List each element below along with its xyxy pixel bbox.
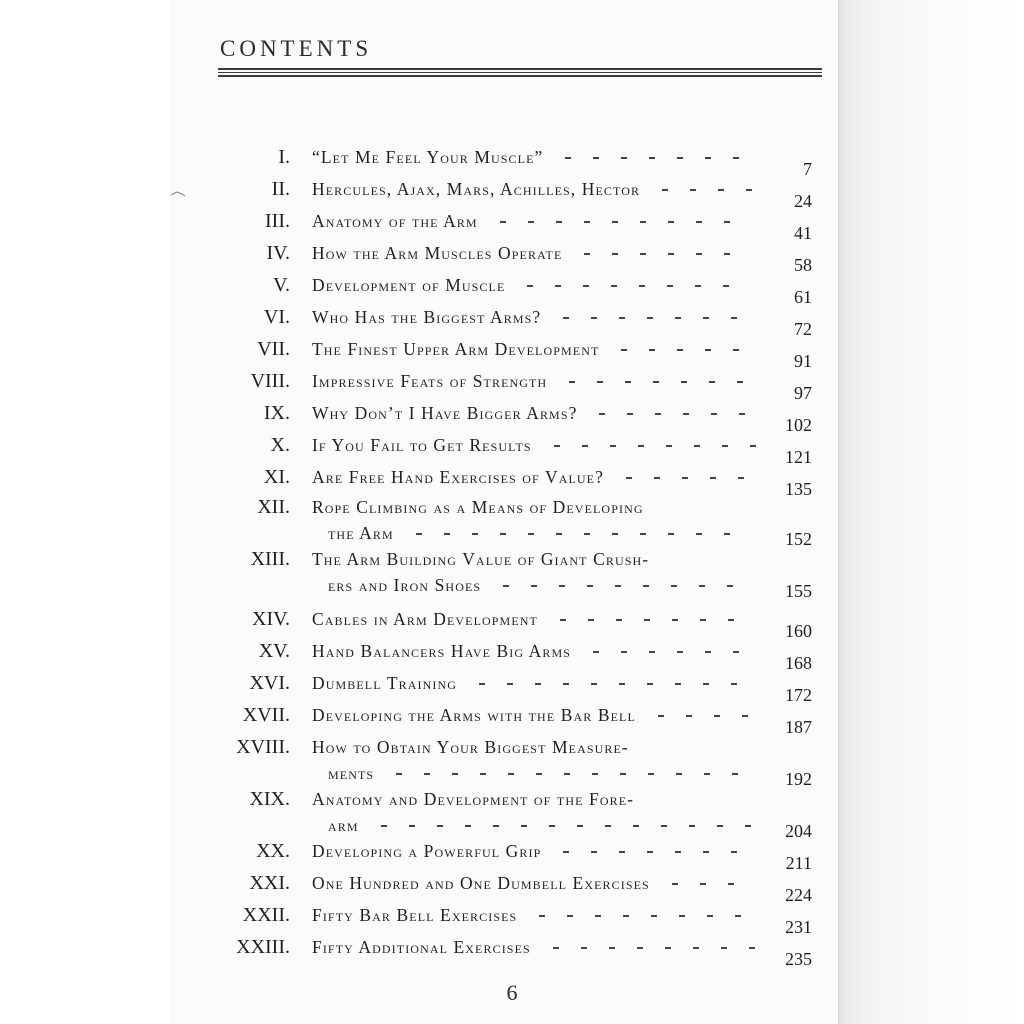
leader-dash: [619, 683, 625, 685]
chapter-title: Are Free Hand Exercises of Value?: [312, 467, 604, 487]
toc-entry: [0, 369, 1024, 403]
chapter-title: Rope Climbing as a Means of Developing: [312, 497, 644, 517]
chapter-title: The Finest Upper Arm Development: [312, 339, 600, 359]
chapter-title: One Hundred and One Dumbell Exercises: [312, 873, 650, 893]
leader-dash: [666, 445, 672, 447]
chapter-page: 231: [785, 917, 812, 937]
leader-dash: [693, 947, 699, 949]
leader-dash: [539, 915, 545, 917]
leader-dash: [662, 189, 668, 191]
leader-dash: [649, 651, 655, 653]
chapter-number: XXI.: [249, 872, 290, 894]
chapter-number: XI.: [263, 466, 290, 488]
leader-dash: [640, 533, 646, 535]
leader-dash: [686, 715, 692, 717]
leader-dash: [709, 381, 715, 383]
leader-dash: [672, 619, 678, 621]
leader-dash: [595, 915, 601, 917]
leader-dash: [409, 825, 415, 827]
leader-dash: [563, 683, 569, 685]
leader-dash: [735, 915, 741, 917]
leader-dash: [733, 651, 739, 653]
leader-dash: [626, 477, 632, 479]
leader-dash: [676, 773, 682, 775]
chapter-title: arm: [328, 815, 359, 835]
leader-dash: [724, 221, 730, 223]
chapter-title: ers and Iron Shoes: [328, 575, 482, 595]
leader-dash: [647, 317, 653, 319]
leader-dash: [732, 773, 738, 775]
leader-dash: [705, 157, 711, 159]
leader-dash: [583, 285, 589, 287]
leader-dash: [493, 825, 499, 827]
leader-dash: [612, 533, 618, 535]
leader-dash: [597, 381, 603, 383]
chapter-title: ments: [328, 763, 375, 783]
leader-dash: [731, 683, 737, 685]
chapter-title-line: [312, 871, 762, 895]
chapter-title-line: [312, 839, 762, 863]
leader-dash: [648, 773, 654, 775]
leader-dash: [675, 683, 681, 685]
toc-entry: [0, 935, 1024, 969]
leader-dash: [731, 317, 737, 319]
leader-dash: [612, 253, 618, 255]
chapter-title: Developing a Powerful Grip: [312, 841, 542, 861]
chapter-title-line: [312, 209, 762, 233]
leader-dash: [711, 413, 717, 415]
leader-dash: [621, 349, 627, 351]
toc-entry: [0, 209, 1024, 243]
leader-dash: [654, 477, 660, 479]
leader-dash: [705, 651, 711, 653]
leader-dash: [723, 285, 729, 287]
leader-dash: [681, 381, 687, 383]
leader-dash: [584, 221, 590, 223]
toc-entry: [0, 871, 1024, 905]
leader-dash: [699, 585, 705, 587]
chapter-title: the Arm: [328, 523, 394, 543]
leader-dash: [619, 851, 625, 853]
leader-dash: [651, 915, 657, 917]
leader-dash: [567, 915, 573, 917]
leader-dash: [560, 619, 566, 621]
chapter-page: 192: [785, 769, 812, 789]
chapter-title-line: [312, 465, 762, 489]
chapter-number: XX.: [256, 840, 290, 862]
page-title: CONTENTS: [220, 36, 373, 61]
leader-dash: [528, 533, 534, 535]
chapter-page: 91: [794, 351, 812, 371]
chapter-title-line: [312, 241, 762, 265]
leader-dash: [527, 285, 533, 287]
leader-dash: [710, 477, 716, 479]
chapter-page: 102: [785, 415, 812, 435]
leader-dash: [737, 381, 743, 383]
toc-entry: [0, 401, 1024, 435]
leader-dash: [739, 413, 745, 415]
leader-dash: [647, 683, 653, 685]
leader-dash: [591, 683, 597, 685]
leader-dash: [727, 585, 733, 587]
chapter-title-line: [312, 607, 762, 631]
chapter-number: II.: [271, 178, 290, 200]
leader-dash: [638, 445, 644, 447]
leader-dash: [444, 533, 450, 535]
leader-dash: [554, 445, 560, 447]
leader-dash: [563, 851, 569, 853]
toc-entry: [0, 735, 1024, 789]
chapter-page: 160: [785, 621, 812, 641]
leader-dash: [508, 773, 514, 775]
chapter-page: 97: [794, 383, 812, 403]
leader-dash: [690, 189, 696, 191]
toc-entry: [0, 639, 1024, 673]
leader-dash: [588, 619, 594, 621]
chapter-title: How to Obtain Your Biggest Measure-: [312, 737, 629, 757]
leader-dash: [623, 915, 629, 917]
leader-dash: [616, 619, 622, 621]
leader-dash: [565, 157, 571, 159]
leader-dash: [694, 445, 700, 447]
leader-dash: [675, 317, 681, 319]
chapter-title: Fifty Bar Bell Exercises: [312, 905, 518, 925]
leader-dash: [605, 825, 611, 827]
chapter-title: Anatomy of the Arm: [312, 211, 478, 231]
leader-dash: [452, 773, 458, 775]
leader-dash: [731, 851, 737, 853]
toc-entry: [0, 787, 1024, 841]
chapter-title-line: [328, 521, 778, 545]
chapter-number: VI.: [263, 306, 290, 328]
chapter-title-line: [328, 573, 778, 597]
toc-entry: [0, 305, 1024, 339]
chapter-number: XXIII.: [236, 936, 290, 958]
leader-dash: [707, 915, 713, 917]
chapter-number: XIII.: [250, 548, 290, 570]
leader-dash: [591, 851, 597, 853]
toc-entry: [0, 903, 1024, 937]
leader-dash: [718, 189, 724, 191]
leader-dash: [536, 773, 542, 775]
toc-entry: [0, 241, 1024, 275]
chapter-title: Anatomy and Development of the Fore-: [312, 789, 635, 809]
chapter-title-line: [312, 495, 762, 519]
leader-dash: [750, 445, 756, 447]
leader-dash: [621, 157, 627, 159]
leader-dash: [620, 773, 626, 775]
leader-dash: [696, 533, 702, 535]
chapter-title: Cables in Arm Development: [312, 609, 538, 629]
leader-dash: [705, 349, 711, 351]
chapter-number: XV.: [258, 640, 290, 662]
leader-dash: [703, 317, 709, 319]
leader-dash: [500, 533, 506, 535]
leader-dash: [609, 947, 615, 949]
chapter-number: XIX.: [249, 788, 290, 810]
leader-dash: [733, 349, 739, 351]
leader-dash: [535, 683, 541, 685]
chapter-number: XII.: [257, 496, 290, 518]
toc-entry: [0, 607, 1024, 641]
leader-dash: [643, 585, 649, 587]
leader-dash: [577, 825, 583, 827]
leader-dash: [479, 683, 485, 685]
toc-entry: [0, 465, 1024, 499]
leader-dash: [531, 585, 537, 587]
leader-dash: [677, 349, 683, 351]
leader-dash: [633, 825, 639, 827]
leader-dash: [592, 773, 598, 775]
leader-dash: [738, 477, 744, 479]
leader-dash: [555, 285, 561, 287]
toc-entry: [0, 839, 1024, 873]
chapter-number: XIV.: [252, 608, 290, 630]
leader-dash: [563, 317, 569, 319]
leader-dash: [749, 947, 755, 949]
leader-dash: [611, 285, 617, 287]
toc-entry: [0, 703, 1024, 737]
chapter-title: Developing the Arms with the Bar Bell: [312, 705, 636, 725]
leader-dash: [587, 585, 593, 587]
chapter-title: Impressive Feats of Strength: [312, 371, 548, 391]
leader-dash: [584, 253, 590, 255]
leader-dash: [665, 947, 671, 949]
leader-dash: [599, 413, 605, 415]
chapter-page: 7: [803, 159, 812, 179]
chapter-page: 72: [794, 319, 812, 339]
leader-dash: [703, 851, 709, 853]
chapter-title: “Let Me Feel Your Muscle”: [312, 147, 544, 167]
chapter-title-line: [312, 145, 762, 169]
leader-dash: [682, 477, 688, 479]
chapter-title-line: [312, 787, 762, 811]
page-number: 6: [506, 980, 518, 1005]
leader-dash: [703, 683, 709, 685]
leader-dash: [627, 413, 633, 415]
chapter-title: Fifty Additional Exercises: [312, 937, 531, 957]
leader-dash: [521, 825, 527, 827]
chapter-page: 235: [785, 949, 812, 969]
leader-dash: [653, 381, 659, 383]
chapter-title: How the Arm Muscles Operate: [312, 243, 563, 263]
leader-dash: [582, 445, 588, 447]
chapter-title-line: [312, 735, 762, 759]
leader-dash: [689, 825, 695, 827]
chapter-title: Dumbell Training: [312, 673, 457, 693]
leader-dash: [728, 619, 734, 621]
chapter-number: XVII.: [242, 704, 290, 726]
leader-dash: [704, 773, 710, 775]
chapter-page: 224: [785, 885, 812, 905]
leader-dash: [396, 773, 402, 775]
leader-dash: [672, 883, 678, 885]
leader-dash: [612, 221, 618, 223]
chapter-number: V.: [273, 274, 290, 296]
toc-entry: [0, 337, 1024, 371]
chapter-number: XXII.: [242, 904, 290, 926]
leader-dash: [677, 157, 683, 159]
leader-dash: [584, 533, 590, 535]
chapter-page: 121: [785, 447, 812, 467]
leader-dash: [742, 715, 748, 717]
leader-dash: [549, 825, 555, 827]
leader-dash: [621, 651, 627, 653]
leader-dash: [591, 317, 597, 319]
chapter-title: Hand Balancers Have Big Arms: [312, 641, 572, 661]
chapter-title-line: [312, 547, 762, 571]
leader-dash: [661, 825, 667, 827]
chapter-page: 24: [794, 191, 812, 211]
toc-entry: [0, 273, 1024, 307]
toc-entry: [0, 671, 1024, 705]
leader-dash: [528, 221, 534, 223]
leader-dash: [714, 715, 720, 717]
chapter-title: Hercules, Ajax, Mars, Achilles, Hector: [312, 179, 641, 199]
leader-dash: [671, 585, 677, 587]
chapter-number: XVIII.: [236, 736, 290, 758]
chapter-number: X.: [270, 434, 290, 456]
leader-dash: [724, 533, 730, 535]
leader-dash: [424, 773, 430, 775]
leader-dash: [507, 683, 513, 685]
leader-dash: [640, 221, 646, 223]
leader-dash: [625, 381, 631, 383]
leader-dash: [465, 825, 471, 827]
toc-entry: [0, 547, 1024, 601]
leader-dash: [647, 851, 653, 853]
chapter-number: VII.: [257, 338, 290, 360]
leader-dash: [472, 533, 478, 535]
leader-dash: [437, 825, 443, 827]
chapter-title: Why Don’t I Have Bigger Arms?: [312, 403, 578, 423]
leader-dash: [696, 221, 702, 223]
leader-dash: [745, 825, 751, 827]
chapter-page: 58: [794, 255, 812, 275]
leader-dash: [564, 773, 570, 775]
leader-dash: [724, 253, 730, 255]
chapter-number: IX.: [263, 402, 290, 424]
leader-dash: [658, 715, 664, 717]
leader-dash: [593, 157, 599, 159]
leader-dash: [695, 285, 701, 287]
chapter-title-line: [312, 337, 762, 361]
leader-dash: [569, 381, 575, 383]
chapter-page: 172: [785, 685, 812, 705]
leader-dash: [639, 285, 645, 287]
chapter-page: 168: [785, 653, 812, 673]
leader-dash: [717, 825, 723, 827]
leader-dash: [728, 883, 734, 885]
toc-entry: [0, 433, 1024, 467]
leader-dash: [667, 285, 673, 287]
chapter-number: XVI.: [249, 672, 290, 694]
chapter-page: 152: [785, 529, 812, 549]
toc-entry: [0, 177, 1024, 211]
leader-dash: [700, 619, 706, 621]
chapter-title: The Arm Building Value of Giant Crush-: [312, 549, 650, 569]
chapter-title-line: [312, 401, 762, 425]
leader-dash: [480, 773, 486, 775]
leader-dash: [649, 157, 655, 159]
chapter-page: 135: [785, 479, 812, 499]
chapter-title: If You Fail to Get Results: [312, 435, 532, 455]
chapter-number: I.: [278, 146, 290, 168]
chapter-page: 61: [794, 287, 812, 307]
leader-dash: [677, 651, 683, 653]
leader-dash: [696, 253, 702, 255]
chapter-number: VIII.: [250, 370, 290, 392]
leader-dash: [668, 221, 674, 223]
chapter-number: IV.: [266, 242, 290, 264]
leader-dash: [553, 947, 559, 949]
leader-dash: [581, 947, 587, 949]
chapter-page: 41: [794, 223, 812, 243]
chapter-title-line: [312, 903, 762, 927]
leader-dash: [556, 533, 562, 535]
leader-dash: [649, 349, 655, 351]
leader-dash: [746, 189, 752, 191]
chapter-title-line: [312, 639, 762, 663]
leader-dash: [500, 221, 506, 223]
leader-dash: [637, 947, 643, 949]
chapter-title: Development of Muscle: [312, 275, 506, 295]
chapter-number: III.: [265, 210, 290, 232]
chapter-page: 211: [785, 853, 812, 873]
leader-dash: [679, 915, 685, 917]
leader-dash: [610, 445, 616, 447]
leader-dash: [675, 851, 681, 853]
toc-entry: [0, 145, 1024, 179]
chapter-page: 155: [785, 581, 812, 601]
leader-dash: [683, 413, 689, 415]
leader-dash: [416, 533, 422, 535]
chapter-page: 187: [785, 717, 812, 737]
leader-dash: [640, 253, 646, 255]
leader-dash: [722, 445, 728, 447]
chapter-page: 204: [785, 821, 812, 841]
leader-dash: [381, 825, 387, 827]
chapter-title: Who Has the Biggest Arms?: [312, 307, 542, 327]
chapter-title-line: [312, 703, 762, 727]
leader-dash: [721, 947, 727, 949]
leader-dash: [668, 253, 674, 255]
chapter-title-line: [312, 369, 762, 393]
chapter-title-line: [312, 305, 762, 329]
leader-dash: [559, 585, 565, 587]
leader-dash: [668, 533, 674, 535]
leader-dash: [619, 317, 625, 319]
leader-dash: [593, 651, 599, 653]
leader-dash: [733, 157, 739, 159]
leader-dash: [503, 585, 509, 587]
leader-dash: [615, 585, 621, 587]
leader-dash: [700, 883, 706, 885]
leader-dash: [655, 413, 661, 415]
toc-entry: [0, 495, 1024, 549]
leader-dash: [644, 619, 650, 621]
leader-dash: [556, 221, 562, 223]
